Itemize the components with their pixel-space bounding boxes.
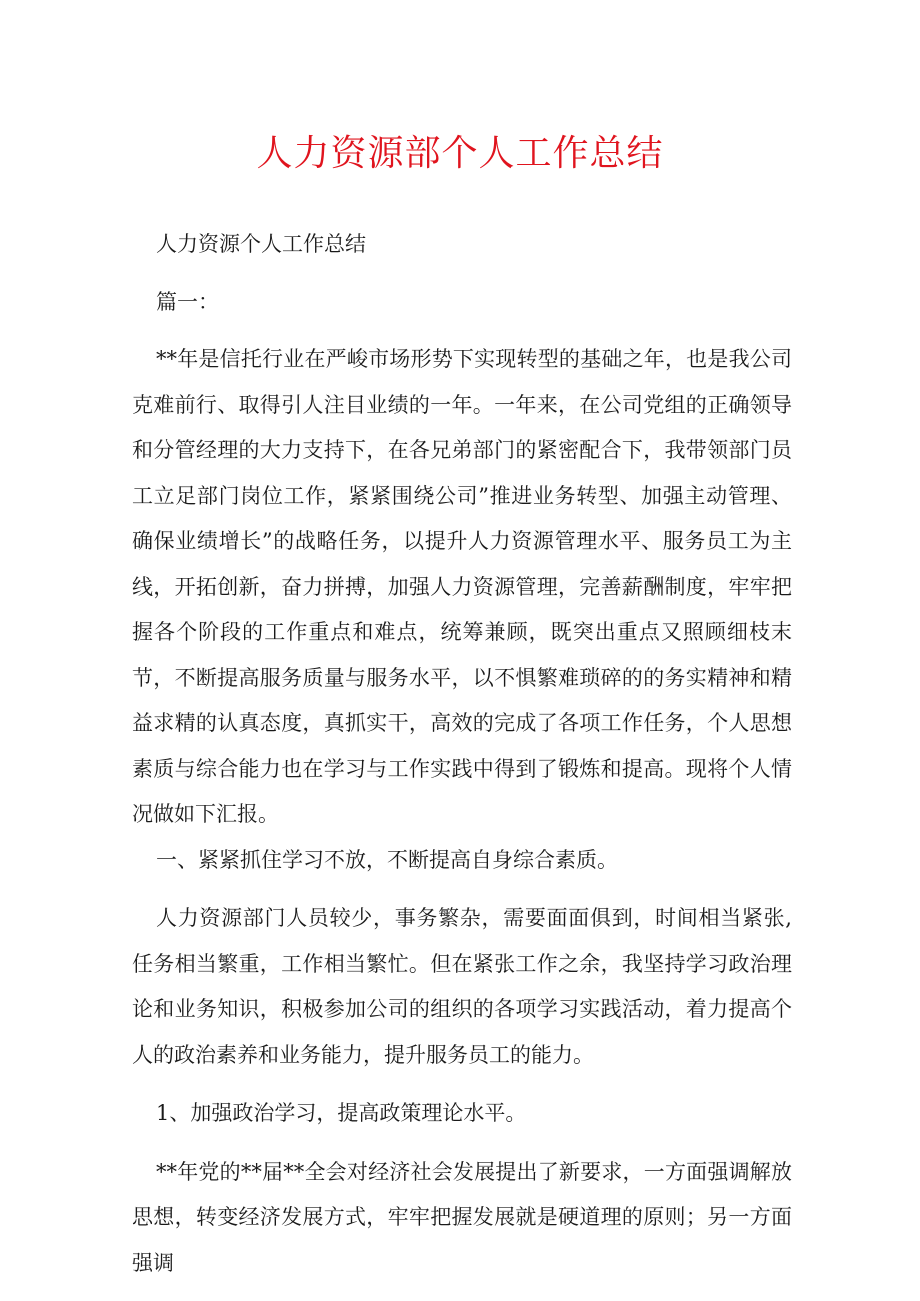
body-paragraph: 人力资源部门人员较少，事务繁杂，需要面面俱到，时间相当紧张,任务相当繁重，工作相当繁忙。但在紧张工作之余，我坚持学习政治理论和业务知识，积极参加公司的组织的各项学习实践活动，着力提高个人的政治素养和业务能力，提升服务员工的能力。	[132, 906, 792, 1067]
section-label-paragraph: 篇一：	[156, 289, 219, 314]
subtitle-paragraph: 人力资源个人工作总结	[156, 232, 366, 256]
section-heading-1: 一、紧紧抓住学习不放，不断提高自身综合素质。	[156, 847, 618, 872]
subsection-heading-1: 1、加强政治学习，提高政策理论水平。	[156, 1101, 527, 1125]
document-body	[132, 222, 792, 1286]
intro-paragraph: **年是信托行业在严峻市场形势下实现转型的基础之年，也是我公司克难前行、取得引人注目业绩的一年。一年来，在公司党组的正确领导和分管经理的大力支持下，在各兄弟部门的紧密配合下，我带领部门员工立足部门岗位工作，紧紧围绕公司”推进业务转型、加强主动管理、确保业绩增长”的战略任务，以提升人力资源管理水平、服务员工为主线，开拓创新，奋力拼搏，加强人力资源管理，完善薪酬制度，牢牢把握各个阶段的工作重点和难点，统筹兼顾，既突出重点又照顾细枝末节，不断提高服务质量与服务水平，以不惧繁难琐碎的的务实精神和精益求精的认真态度，真抓实干，高效的完成了各项工作任务，个人思想素质与综合能力也在学习与工作实践中得到了锻炼和提高。现将个人情况做如下汇报。	[132, 347, 792, 826]
body-paragraph: **年党的**届**全会对经济社会发展提出了新要求，一方面强调解放思想，转变经济发展方式，牢牢把握发展就是硬道理的原则；另一方面强调	[132, 1159, 792, 1275]
document-title: 人力资源部个人工作总结	[256, 133, 664, 174]
